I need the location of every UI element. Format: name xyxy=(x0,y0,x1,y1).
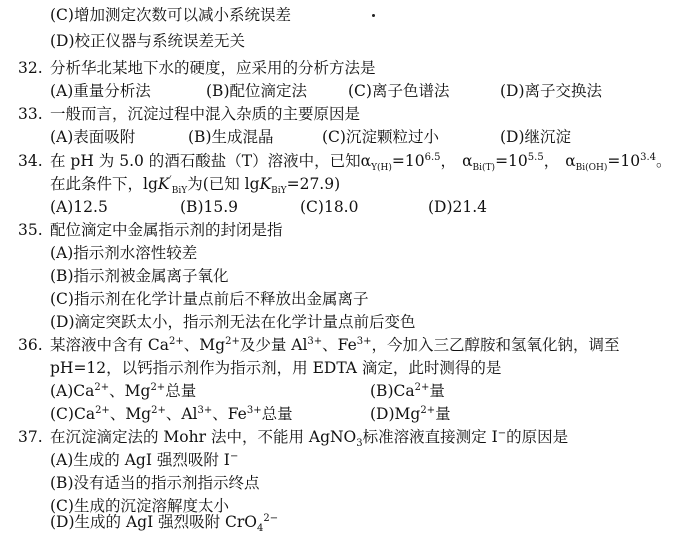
q37-text-a: 在沉淀滴定法的 Mohr 法中，不能用 AgNO xyxy=(50,428,357,446)
q33-stem xyxy=(18,103,360,125)
q36-stem xyxy=(18,334,620,356)
q34-k2-subscript: BiY xyxy=(271,186,287,197)
q33-option-a: (A)表面吸附 xyxy=(50,128,136,146)
q34-options xyxy=(0,196,686,218)
q33-option-c: (C)沉淀颗粒过小 xyxy=(322,128,439,146)
q36-sup4: 3+ xyxy=(356,335,372,347)
q36-optC-sup3: 3+ xyxy=(197,404,213,416)
q37-option-a xyxy=(50,449,238,471)
alpha-bioh-exponent: 3.4 xyxy=(640,151,657,163)
q34-stem-text: 在 pH 为 5.0 的酒石酸盐（T）溶液中，已知 xyxy=(50,152,361,170)
q35-stem xyxy=(18,219,283,241)
q37-option-d xyxy=(50,511,278,533)
q34-option-b: (B)15.9 xyxy=(180,198,238,216)
q36-optB-sup1: 2+ xyxy=(414,381,430,393)
alpha-bioh-symbol: α xyxy=(565,152,576,170)
separator: ， xyxy=(543,152,560,170)
q36-stem-line2: pH=12，以钙指示剂作为指示剂，用 EDTA 滴定，此时测得的是 xyxy=(50,359,502,377)
q36-optD-text-a: (D)Mg xyxy=(370,405,421,423)
q35-option-d: (D)滴定突跃太小，指示剂无法在化学计量点前后变色 xyxy=(50,313,416,331)
separator: ， xyxy=(440,152,457,170)
alpha-bit-exponent: 5.5 xyxy=(527,151,544,163)
q36-optA-sup2: 2+ xyxy=(150,381,166,393)
q37-option-b: (B)没有适当的指示剂指示终点 xyxy=(50,474,260,492)
q36-options-row1 xyxy=(0,380,686,402)
q33-options xyxy=(0,126,686,148)
q36-optC-sup1: 2+ xyxy=(95,404,110,416)
q32-option-c: (C)离子色谱法 xyxy=(348,82,450,100)
q36-option-d xyxy=(370,403,451,425)
q32-stem-text: 分析华北某地下水的硬度，应采用的分析方法是 xyxy=(50,59,376,77)
q36-sup3: 3+ xyxy=(307,335,323,347)
alpha-bioh-subscript: Bi(OH) xyxy=(575,163,608,174)
q34-option-d: (D)21.4 xyxy=(428,198,488,216)
alpha-y-symbol: α xyxy=(360,152,372,170)
q36-text-a: 某溶液中含有 Ca xyxy=(50,336,170,354)
q32-stem xyxy=(18,57,376,79)
q36-option-b xyxy=(370,380,445,402)
q31-option-d: (D)校正仪器与系统误差无关 xyxy=(50,32,246,50)
q37-text-c: 的原因是 xyxy=(506,428,569,446)
speck-mark xyxy=(372,14,375,17)
q36-optA-text-c: 总量 xyxy=(165,382,197,400)
alpha-bioh-eq: =10 xyxy=(607,152,641,170)
end-mark: 。 xyxy=(656,152,672,170)
q34-line2-text-a: 在此条件下，lg xyxy=(50,175,158,193)
q33-option-b: (B)生成混晶 xyxy=(188,128,274,146)
q36-text-b: 、Mg xyxy=(183,336,226,354)
q34-k-subscript: BiY xyxy=(171,186,188,197)
q36-text-c: 及少量 Al xyxy=(239,336,308,354)
q34-option-a: (A)12.5 xyxy=(50,198,108,216)
q36-optC-sup2: 2+ xyxy=(151,404,166,416)
q36-optA-sup1: 2+ xyxy=(94,381,110,393)
q37-option-c: (C)生成的沉淀溶解度太小 xyxy=(50,497,229,515)
alpha-bit-subscript: Bi(T) xyxy=(472,163,496,174)
q34-k2-symbol: K xyxy=(259,175,272,193)
q35-option-c: (C)指示剂在化学计量点前后不释放出金属离子 xyxy=(50,290,369,308)
q35-option-b: (B)指示剂被金属离子氧化 xyxy=(50,267,229,285)
q34-line2-text-b: 为(已知 lg xyxy=(187,175,260,193)
q36-optB-text-a: (B)Ca xyxy=(370,382,415,400)
q32-option-b: (B)配位滴定法 xyxy=(206,82,307,100)
q35-option-a: (A)指示剂水溶性较差 xyxy=(50,244,198,262)
q37-sub1: 3 xyxy=(356,438,363,450)
alpha-bit-eq: =10 xyxy=(495,152,528,170)
q32-number: 32. xyxy=(18,59,43,77)
q36-options-row2 xyxy=(0,403,686,425)
q35-number: 35. xyxy=(18,221,43,239)
q36-optC-sup4: 3+ xyxy=(246,404,262,416)
q34-line2-text-c: =27.9) xyxy=(286,175,341,193)
alpha-bit-symbol: α xyxy=(462,152,473,170)
q37-optD-sup: 2− xyxy=(263,512,279,524)
q34-stem xyxy=(18,150,672,172)
q37-optD-text: (D)生成的 AgI 强烈吸附 CrO xyxy=(50,513,258,531)
q36-optD-sup1: 2+ xyxy=(420,404,436,416)
q36-optA-text-b: 、Mg xyxy=(109,382,151,400)
alpha-y-subscript: Y(H) xyxy=(371,163,392,174)
q36-sup2: 2+ xyxy=(225,335,240,347)
q37-optD-sub: 4 xyxy=(257,523,264,534)
q37-sup1: − xyxy=(497,427,507,439)
q36-optD-text-b: 量 xyxy=(435,405,451,423)
q36-sup1: 2+ xyxy=(169,335,184,347)
q36-optB-text-b: 量 xyxy=(429,382,445,400)
q37-optA-sup: − xyxy=(229,450,239,462)
q36-optC-text-d: 、Fe xyxy=(212,405,247,423)
q36-option-c xyxy=(50,403,293,425)
q36-text-e: ，今加入三乙醇胺和氢氧化钠，调至 xyxy=(371,336,620,354)
q36-text-d: 、Fe xyxy=(322,336,357,354)
q36-optA-text-a: (A)Ca xyxy=(50,382,95,400)
q33-option-d: (D)继沉淀 xyxy=(500,128,572,146)
q32-option-a: (A)重量分析法 xyxy=(50,82,151,100)
q34-option-c: (C)18.0 xyxy=(300,198,359,216)
q37-optA-text: (A)生成的 AgI 强烈吸附 I xyxy=(50,451,230,469)
q36-option-a xyxy=(50,380,196,402)
q37-text-b: 标准溶液直接测定 I xyxy=(362,428,498,446)
q32-options xyxy=(0,80,686,102)
alpha-y-exponent: 6.5 xyxy=(424,151,441,163)
alpha-y-eq: =10 xyxy=(391,152,425,170)
q36-optC-text-e: 总量 xyxy=(261,405,293,423)
q34-k-symbol: K xyxy=(157,175,170,193)
q36-optC-text-a: (C)Ca xyxy=(50,405,96,423)
q36-optC-text-c: 、Al xyxy=(165,405,198,423)
q36-optC-text-b: 、Mg xyxy=(109,405,152,423)
q33-number: 33. xyxy=(18,105,43,123)
q32-option-d: (D)离子交换法 xyxy=(500,82,603,100)
q33-stem-text: 一般而言，沉淀过程中混入杂质的主要原因是 xyxy=(50,105,361,123)
q34-stem-line2 xyxy=(50,173,340,195)
q34-k-prime: ′ xyxy=(169,174,172,186)
q31-option-c: (C)增加测定次数可以减小系统误差 xyxy=(50,6,291,24)
q37-stem xyxy=(18,426,568,448)
q34-number: 34. xyxy=(18,152,43,170)
q37-number: 37. xyxy=(18,428,43,446)
q36-number: 36. xyxy=(18,336,43,354)
q35-stem-text: 配位滴定中金属指示剂的封闭是指 xyxy=(50,221,283,239)
